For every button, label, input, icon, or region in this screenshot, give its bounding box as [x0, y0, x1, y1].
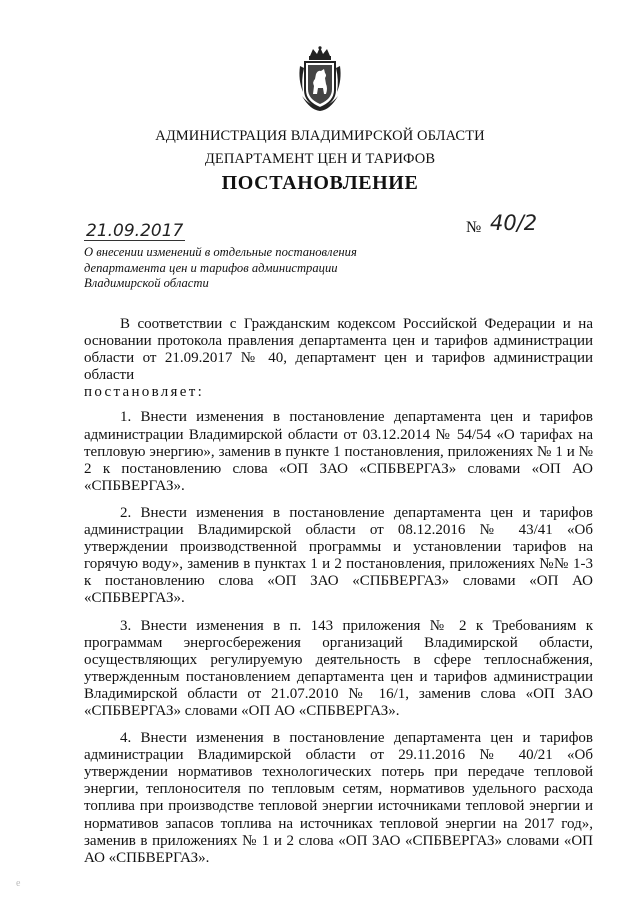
department-name: ДЕПАРТАМЕНТ ЦЕН И ТАРИФОВ	[204, 151, 436, 167]
item-paragraph-1: 1. Внести изменения в постановление департамента цен и тарифов администрации Владимирской области от 03.12.2014 № 54/54 «О тарифах на тепловую энергию», заменив в пункте 1 постановления, приложениях № 1 и № 2 к постановлению слова «ОП ЗАО «СПБВЕРГАЗ» словами «ОП АО «СПБВЕРГАЗ».	[84, 409, 593, 494]
document-number: 40/2	[490, 211, 538, 235]
decree-word: постановляет:	[84, 384, 205, 401]
administration-name: АДМИНИСТРАЦИЯ ВЛАДИМИРСКОЙ ОБЛАСТИ	[155, 128, 485, 144]
number-label: №	[466, 219, 482, 236]
item-paragraph-4: 4. Внести изменения в постановление департамента цен и тарифов администрации Владимирской области от 29.11.2016 № 40/21 «Об утверждении нормативов технологических потерь при передаче тепловой энергии, теплоносителя по тепловым сетям, нормативов удельного расхода топлива при производстве тепловой энергии источниками тепловой энергии и нормативов запасов топлива на источниках тепловой энергии на 2017 год», заменив в приложениях № 1 и 2 слова «ОП ЗАО «СПБВЕРГАЗ» словами «ОП АО «СПБВЕРГАЗ».	[84, 730, 593, 866]
document-title: ПОСТАНОВЛЕНИЕ	[221, 172, 419, 194]
document-date: 21.09.2017	[86, 221, 184, 241]
coat-of-arms-icon	[296, 46, 344, 112]
document-body	[84, 316, 593, 877]
document-subject: О внесении изменений в отдельные постановления департамента цен и тарифов администрации Владимирской области	[84, 245, 357, 290]
item-paragraph-3: 3. Внести изменения в п. 143 приложения № 2 к Требованиям к программам энергосбережения организаций Владимирской области, осуществляющих регулируемую деятельность в сфере теплоснабжения, утвержденным постановлением департамента цен и тарифов администрации Владимирской области от 21.07.2010 № 16/1, заменив слова «ОП ЗАО «СПБВЕРГАЗ» словами «ОП АО «СПБВЕРГАЗ».	[84, 617, 593, 719]
preamble-paragraph	[84, 316, 593, 401]
page-mark: e	[16, 878, 21, 889]
preamble-text: В соответствии с Гражданским кодексом Российской Федерации и на основании протокола правления департамента цен и тарифов администрации области от 21.09.2017 № 40, департамент цен и тарифов администрации области	[84, 316, 593, 384]
item-paragraph-2: 2. Внести изменения в постановление департамента цен и тарифов администрации Владимирской области от 08.12.2016 № 43/41 «Об утверждении производственной программы и установлении тарифов на горячую воду», заменив в пунктах 1 и 2 постановления, приложениях №№ 1-3 к постановлению слова «ОП ЗАО «СПБВЕРГАЗ» словами «ОП АО «СПБВЕРГАЗ».	[84, 504, 593, 607]
